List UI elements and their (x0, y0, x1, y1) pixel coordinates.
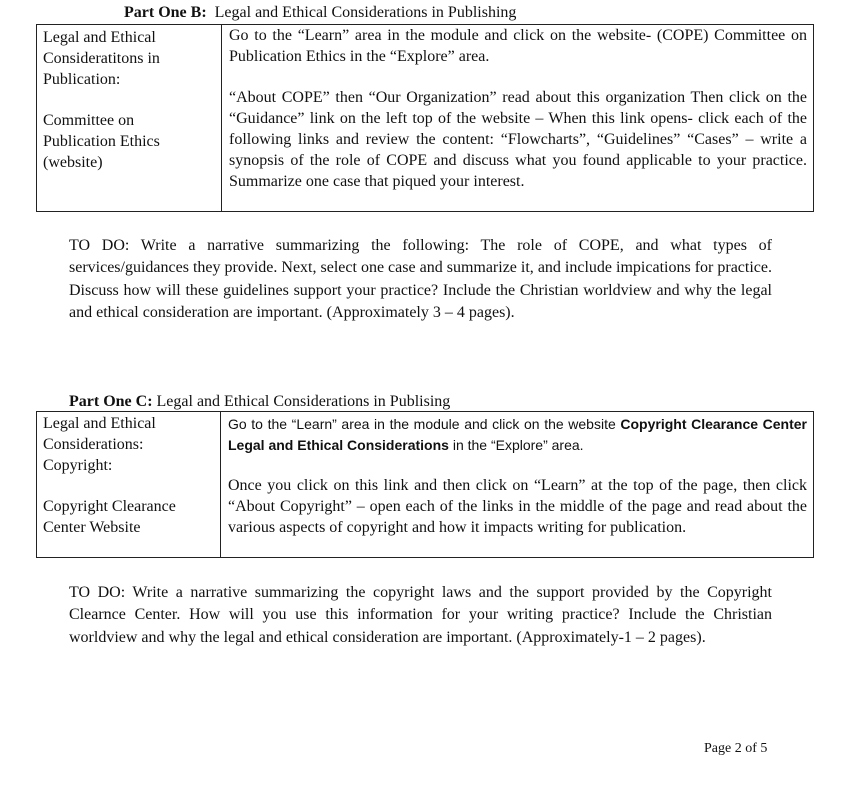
part-b-right-cell (222, 25, 814, 212)
part-c-right-cell (221, 412, 814, 558)
part-b-heading-title: Legal and Ethical Considerations in Publishing (214, 4, 517, 21)
part-b-left-cell (37, 25, 222, 212)
part-b-left-line: (website) (43, 153, 103, 171)
part-c-left-line: Center Website (43, 518, 141, 536)
part-c-instructions-1-start: Go to the “Learn” area in the module and click on the website (228, 416, 616, 432)
part-c-heading (69, 393, 450, 411)
part-b-left-line: Committee on (43, 112, 135, 130)
part-b-left-line: Legal and Ethical (43, 29, 156, 46)
part-c-left-line: Legal and Ethical (43, 415, 156, 432)
part-b-heading-bold: Part One B: (124, 4, 207, 21)
part-c-heading-title: Legal and Ethical Considerations in Publising (156, 393, 451, 410)
part-b-todo: TO DO: Write a narrative summarizing the following: The role of COPE, and what types of services/guidances they provide. Next, select one case and summarize it, and include impications for practice. Discuss how will these guidelines support your practice? Include the Christian worldview and why the legal and ethical consideration are important. (Approximately 3 – 4 pages). (69, 237, 772, 321)
part-c-todo: TO DO: Write a narrative summarizing the copyright laws and the support provided by the Copyright Clearnce Center. How will you use this information for your writing practice? Include the Christian worldview and why the legal and ethical consideration are important. (Approximately-1 – 2 pages). (69, 584, 772, 646)
page-number: Page 2 of 5 (704, 741, 768, 756)
part-b-table (36, 24, 814, 212)
part-c-heading-bold: Part One C: (69, 393, 153, 410)
part-c-instructions-1 (228, 414, 807, 456)
part-b-instructions-1: Go to the “Learn” area in the module and click on the website- (COPE) Committee on Publication Ethics in the “Explore” area. (229, 27, 807, 65)
part-b-instructions-2: “About COPE” then “Our Organization” read about this organization Then click on the “Guidance” link on the left top of the website – When this link opens- click each of the following links and review the content: “Flowcharts”, “Guidelines” “Cases” – write a synopsis of the role of COPE and discuss what you found applicable to your practice. Summarize one case that piqued your interest. (229, 89, 807, 190)
part-c-website-name: Copyright Clearance Center Legal and Ethical Considerations (228, 416, 807, 453)
part-c-left-line: Copyright Clearance (43, 498, 176, 516)
part-b-heading (124, 4, 516, 22)
part-b-left-line: Consideratitons in (43, 49, 160, 67)
part-c-left-line: Considerations: (43, 435, 144, 453)
part-c-table (36, 411, 814, 558)
part-b-left-line: Publication Ethics (43, 132, 160, 150)
part-c-left-cell (37, 412, 221, 558)
part-c-instructions-2: Once you click on this link and then click on “Learn” at the top of the page, then click “About Copyright” – open each of the links in the middle of the page and read about the various aspects of copyright and how it impacts writing for publication. (228, 477, 807, 536)
part-c-instructions-1-end: in the “Explore” area. (452, 436, 584, 453)
part-b-left-line: Publication: (43, 70, 121, 88)
part-c-left-line: Copyright: (43, 456, 113, 474)
